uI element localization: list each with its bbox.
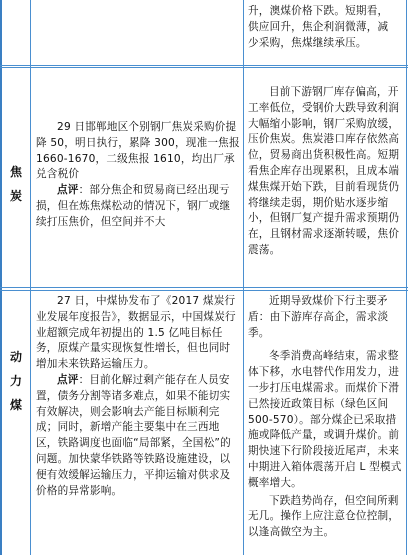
text-line: 少采购，焦煤继续承压。	[248, 36, 367, 49]
coal-analysis	[248, 294, 404, 541]
coal-comment-label: 点评	[57, 373, 79, 386]
column-divider-2	[243, 0, 244, 555]
row-divider-4	[0, 290, 408, 291]
text-line: 供应回升，焦企利润微薄，减	[248, 20, 389, 33]
coke-comment-text: ：部分焦企和贸易商已经出现亏损，但在炼焦煤松动的情况下，钢厂或继续打压焦价，但空间并不大	[36, 184, 231, 228]
row-label-thermal-coal	[6, 345, 26, 417]
coal-comment-text: ：目前化解过剩产能存在人员安置，债务分割等诸多难点，如果不能切实有效解决，则会影响去产能目标顺利完成；同时，新增产能主要集中在三西地区，铁路调度也面临“局部紧，全国松”的问题。加快蒙华铁路等铁路设施建设，以便有效缓解运输压力，平抑运输对供求及价格的异常影响。	[36, 373, 231, 497]
coal-analysis-para-1: 近期导致煤价下行主要矛盾：由下游库存高企，需求淡季。	[248, 295, 389, 339]
row-divider-3	[0, 287, 408, 288]
row-label-text: 动力煤	[9, 350, 22, 412]
column-divider-1	[30, 0, 31, 555]
right-border	[406, 0, 407, 555]
row1-right-text	[248, 4, 406, 51]
left-border	[0, 0, 2, 555]
coke-analysis-text: 目前下游钢厂库存偏高，开工率低位，受钢价大跌导致利润大幅缩小影响，钢厂采购放缓，压价焦炭。焦炭港口库存依然高位，贸易商出货积极性高。短期看焦企库存出现累积，且成本端煤焦煤开始下跌，目前看现货仍将继续走弱，期价贴水逐步缩小，但钢厂复产提升需求预期仍在，且钢材需求逐渐转暖，焦价震荡。	[248, 86, 400, 256]
row-divider-1	[0, 65, 408, 66]
row-label-coke	[6, 160, 26, 208]
coke-comment-label: 点评	[57, 184, 79, 197]
text-line: 升，澳煤价格下跌。短期看，	[248, 5, 389, 17]
coal-analysis-para-3: 下跌趋势尚存，但空间所剩无几。操作上应注意仓位控制，以逢高做空为主。	[248, 494, 400, 539]
coke-analysis	[248, 85, 404, 259]
coal-news-text: 27 日，中煤协发布了《2017 煤炭行业发展年度报告》，数据显示，中国煤炭行业超额完成年初提出的 1.5 亿吨目标任务，原煤产量实现恢复性增长，但也同时增加未来铁路运输压力。	[36, 295, 236, 371]
coal-news	[36, 294, 240, 499]
row-label-text: 焦炭	[9, 165, 22, 203]
row-divider-2	[0, 67, 408, 68]
coke-news	[36, 120, 240, 231]
coal-analysis-para-2: 冬季消费高峰结束，需求整体下移，水电替代作用发力，进一步打压电煤需求。而煤价下滑已然接近政策目标（绿色区间 500-570）。部分煤企已采取措施或降低产量，或调升煤价。前期快速下行阶段接近尾声，未来中期进入箱体震荡开启 L 型模式概率增大。	[248, 350, 402, 489]
coke-news-text: 29 日邯郸地区个别钢厂焦炭采购价提降 50，明日执行，累降 300，现准一焦报 1660-1670，二级焦报 1610，均出厂承兑含税价	[36, 121, 240, 181]
